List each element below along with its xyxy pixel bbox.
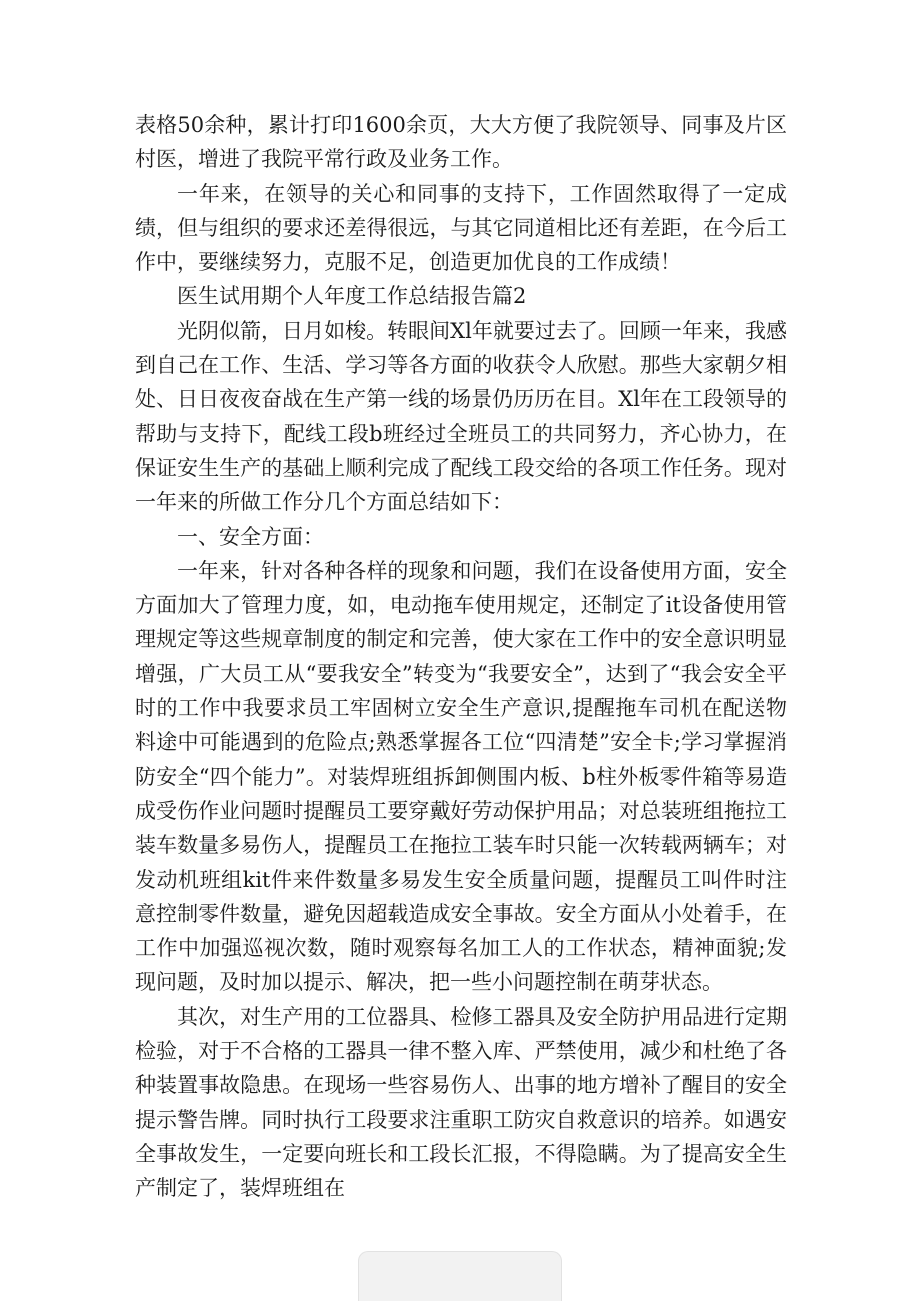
subsection-heading-safety: 一、安全方面： [177,524,324,549]
paragraph-safety: 一年来，针对各种各样的现象和问题，我们在设备使用方面，安全方面加大了管理力度，如，电动拖车使用规定，还制定了it设备使用管理规定等这些规章制度的制定和完善，使大家在工作中的安全意识明显增强，广大员工从“要我安全”转变为“我要安全”，达到了“我会安全平时的工作中我要求员工牢固树立安全生产意识,提醒拖车司机在配送物料途中可能遇到的危险点;熟悉掌握各工位“四清楚”安全卡;学习掌握消防安全“四个能力”。对装焊班组拆卸侧围内板、b柱外板零件箱等易造成受伤作业问题时提醒员工要穿戴好劳动保护用品；对总装班组拖拉工装车数量多易伤人，提醒员工在拖拉工装车时只能一次转载两辆车；对发动机班组kit件来件数量多易发生安全质量问题，提醒员工叫件时注意控制零件数量，避免因超载造成安全事故。安全方面从小处着手，在工作中加强巡视次数，随时观察每名加工人的工作状态，精神面貌;发现问题，及时加以提示、解决，把一些小问题控制在萌芽状态。 [135,558,787,995]
section-title: 医生试用期个人年度工作总结报告篇2 [177,284,527,309]
page-footer-tab [358,1251,562,1301]
paragraph-continuation: 表格50余种，累计打印1600余页，大大方便了我院领导、同事及片区村医，增进了我院平常行政及业务工作。 [135,113,787,172]
paragraph-summary: 一年来，在领导的关心和同事的支持下，工作固然取得了一定成绩，但与组织的要求还差得很远，与其它同道相比还有差距，在今后工作中，要继续努力，克服不足，创造更加优良的工作成绩！ [135,181,787,275]
paragraph-inspection: 其次，对生产用的工位器具、检修工器具及安全防护用品进行定期检验，对于不合格的工器具一律不整入库、严禁使用，减少和杜绝了各种装置事故隐患。在现场一些容易伤人、出事的地方增补了醒目的安全提示警告牌。同时执行工段要求注重职工防灾自救意识的培养。如遇安全事故发生，一定要向班长和工段长汇报，不得隐瞒。为了提高安全生产制定了，装焊班组在 [135,1004,787,1201]
paragraph-intro: 光阴似箭，日月如梭。转眼间Xl年就要过去了。回顾一年来，我感到自己在工作、生活、学习等各方面的收获令人欣慰。那些大家朝夕相处、日日夜夜奋战在生产第一线的场景仍历历在目。Xl年在工段领导的帮助与支持下，配线工段b班经过全班员工的共同努力，齐心协力，在保证安生生产的基础上顺利完成了配线工段交给的各项工作任务。现对一年来的所做工作分几个方面总结如下： [135,318,787,515]
document-body [135,108,787,1206]
